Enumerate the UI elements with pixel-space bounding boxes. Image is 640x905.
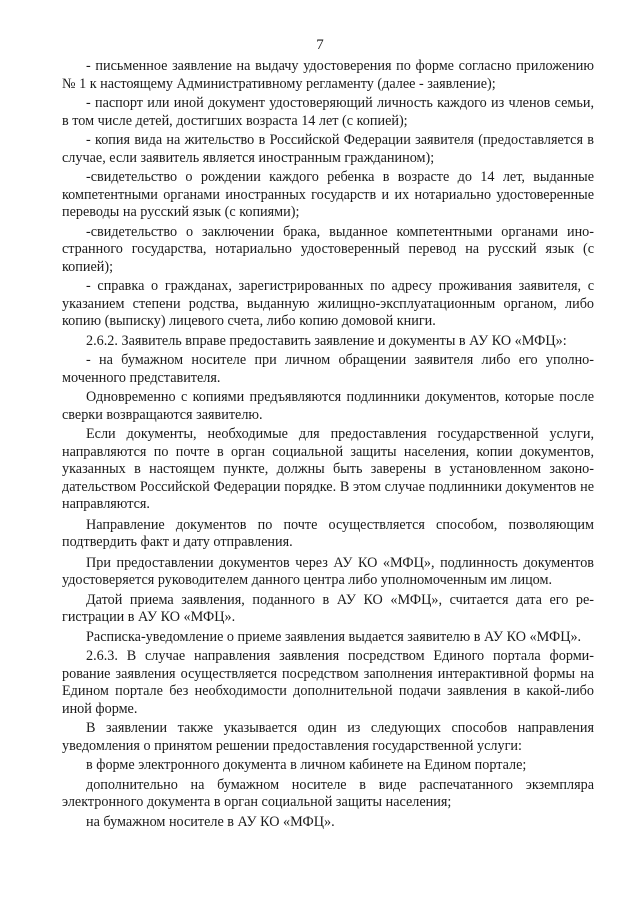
paragraph-originals-returned: Одновременно с копиями предъявляются подлинники документов, которые после сверки возвращаются заявителю. [62, 389, 594, 423]
paragraph-section-2-6-3: 2.6.3. В случае направления заявления посредством Единого портала формирование заявления осуществляется посредством заполнения интерактивной формы на Едином портале без необходимости дополнительной подачи заявления в какой-либо иной форме. [62, 648, 594, 717]
paragraph-method-electronic: в форме электронного документа в личном кабинете на Едином портале; [86, 757, 527, 773]
paragraph-residents-certificate: - справка о гражданах, зарегистрированных по адресу проживания заявителя, с указанием степени родства, выданную жилищно-эксплуатационным органом, либо копию (выписку) лицевого счета, либо копию домовой книги. [62, 278, 594, 329]
paragraph-passport: - паспорт или иной документ удостоверяющий личность каждого из членов семьи, в том числе детей, достигших возраста 14 лет (с копией); [62, 95, 594, 129]
page-number: 7 [316, 37, 324, 53]
paragraph-notification-methods: В заявлении также указывается один из следующих способов направления уведомления о принятом решении предоставления государственной услуги: [62, 720, 594, 754]
paragraph-receipt-date: Датой приема заявления, поданного в АУ КО «МФЦ», считается дата его регистрации в АУ КО «МФЦ». [62, 591, 594, 625]
paragraph-residence-permit: - копия вида на жительство в Российской Федерации заявителя (предоставляется в случае, если заявитель является иностранным гражданином); [62, 132, 594, 166]
paragraph-method-mfc: на бумажном носителе в АУ КО «МФЦ». [86, 813, 335, 830]
paragraph-paper-carrier: - на бумажном носителе при личном обращении заявителя либо его уполномоченного представителя. [62, 352, 594, 386]
paragraph-birth-certificate: -свидетельство о рождении каждого ребенка в возрасте до 14 лет, выданные компетентными органами иностранных государств и их нотариально удостоверенные переводы на русский язык (с копиями); [62, 169, 594, 220]
paragraph-application: - письменное заявление на выдачу удостоверения по форме согласно приложению № 1 к настоящему Административному регламенту (далее - заявление); [62, 58, 594, 92]
paragraph-receipt-notice: Расписка-уведомление о приеме заявления выдается заявителю в АУ КО «МФЦ». [86, 628, 582, 645]
paragraph-section-2-6-2: 2.6.2. Заявитель вправе предоставить заявление и документы в АУ КО «МФЦ»: [86, 332, 567, 349]
paragraph-method-printed: дополнительно на бумажном носителе в виде распечатанного экземпляра электронного документа в орган социальной защиты населения; [62, 776, 594, 810]
document-body [62, 58, 594, 833]
paragraph-postal-submission: Если документы, необходимые для предоставления государственной услуги, направляются по почте в орган социальной защиты населения, копии документов, указанных в настоящем пункте, должны быть заверены в установленном законодательством Российской Федерации порядке. В этом случае подлинники документов не направляются. [62, 426, 594, 512]
paragraph-postal-method: Направление документов по почте осуществляется способом, позволяющим подтвердить факт и дату отправления. [62, 516, 594, 550]
paragraph-marriage-certificate: -свидетельство о заключении брака, выданное компетентными органами иностранного государства, нотариально удостоверенный перевод на русский язык (с копией); [62, 223, 594, 275]
paragraph-authenticity: При предоставлении документов через АУ КО «МФЦ», подлинность документов удостоверяется руководителем данного центра либо уполномоченным им лицом. [62, 554, 594, 588]
